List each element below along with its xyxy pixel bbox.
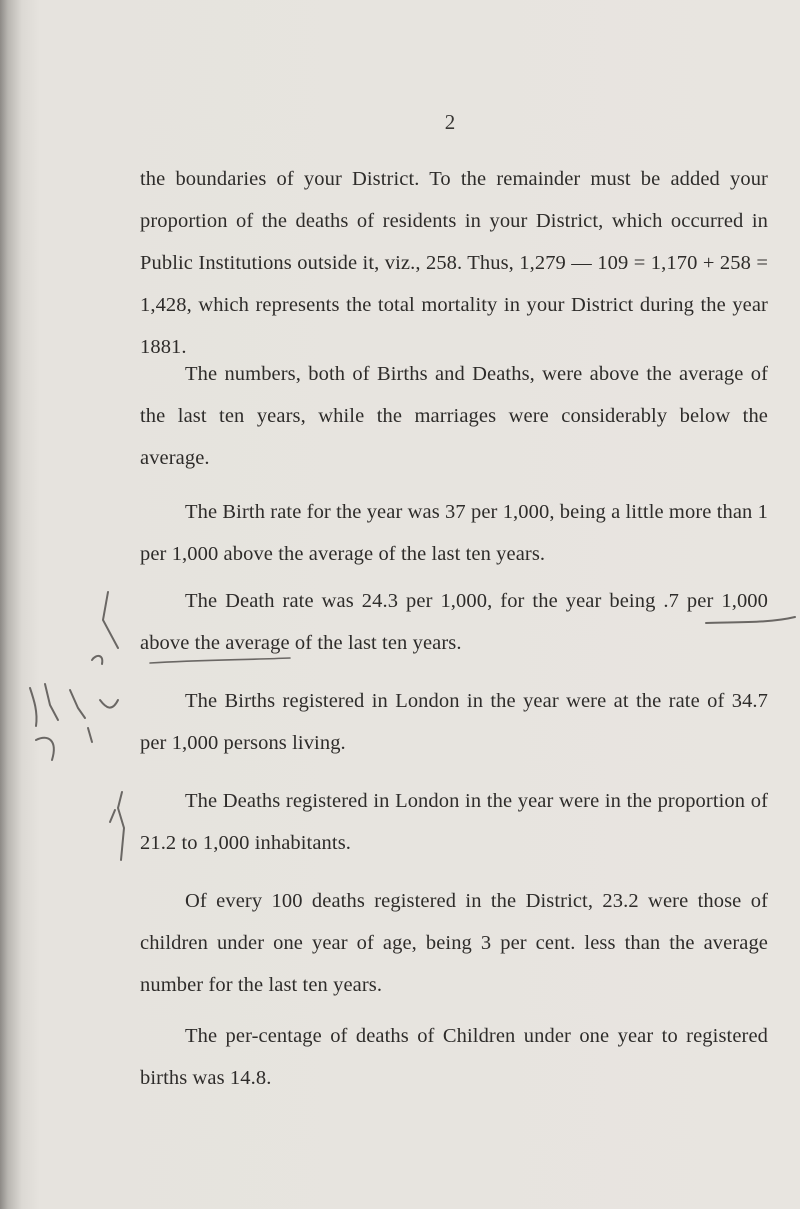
paragraph-infant-deaths: Of every 100 deaths registered in the District, 23.2 were those of children under one year of age, being 3 per cent. less than the average number for the last ten years. xyxy=(140,890,768,996)
paragraph-london-deaths: The Deaths registered in London in the year were in the proportion of 21.2 to 1,000 inhabitants. xyxy=(140,790,768,854)
page-number: 2 xyxy=(444,110,456,134)
pencil-underline-death-rate xyxy=(706,617,795,623)
paragraph-death-rate: The Death rate was 24.3 per 1,000, for the year being .7 per 1,000 above the average of the last ten years. xyxy=(140,590,768,654)
paragraph-london-births: The Births registered in London in the year were at the rate of 34.7 per 1,000 persons living. xyxy=(140,690,768,754)
pencil-underline-death-rate-second xyxy=(150,658,290,663)
paragraph-births-deaths-average: The numbers, both of Births and Deaths, were above the average of the last ten years, while the marriages were considerably below the average. xyxy=(140,363,768,469)
pencil-bracket-lower xyxy=(118,792,124,860)
paragraph-infant-percentage: The per-centage of deaths of Children under one year to registered births was 14.8. xyxy=(140,1025,768,1089)
pencil-bracket-top xyxy=(103,592,118,648)
paragraph-birth-rate: The Birth rate for the year was 37 per 1,000, being a little more than 1 per 1,000 above the average of the last ten years. xyxy=(140,501,768,565)
paragraph-mortality: the boundaries of your District. To the remainder must be added your proportion of the deaths of residents in your District, which occurred in Public Institutions outside it, viz., 258. Thus, 1,279 — 109 = 1,170 + 258 = 1,428, which represents the total mortality in your District during the year 1881. xyxy=(140,168,768,358)
